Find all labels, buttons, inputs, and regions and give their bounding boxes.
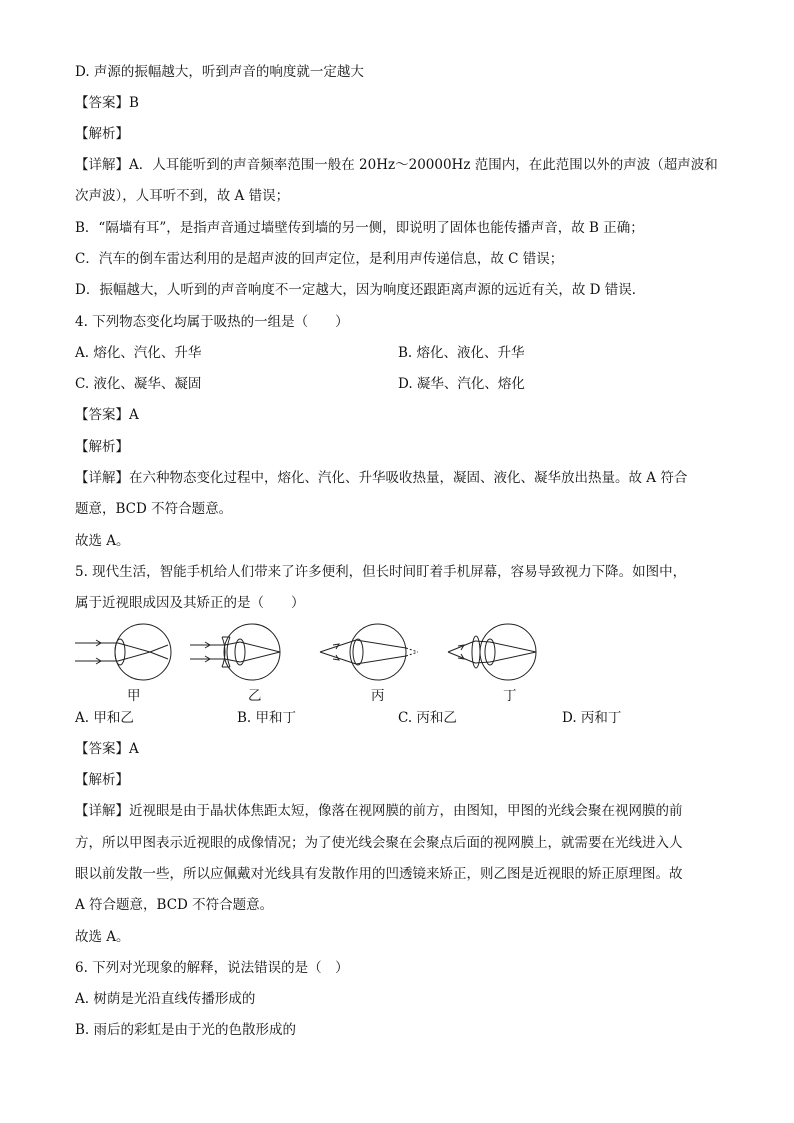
q5-option-c: C. 丙和乙 [398,710,457,726]
figure-label-yi: 乙 [248,688,262,704]
analysis-label: 【解析】 [75,126,129,142]
detail-line: A 符合题意，BCD 不符合题意。 [75,897,274,913]
q4-option-a: A. 熔化、汽化、升华 [75,345,202,361]
detail-line: 【详解】A．人耳能听到的声音频率范围一般在 20Hz～20000Hz 范围内，在此范围以外的声波（超声波和 [75,157,718,173]
detail-line: 【详解】在六种物态变化过程中，熔化、汽化、升华吸收热量，凝固、液化、凝华放出热量。故 A 符合 [75,470,688,486]
q6-option-a: A. 树荫是光沿直线传播形成的 [75,991,256,1007]
choice-line: 故选 A。 [75,929,130,945]
analysis-label: 【解析】 [75,439,129,455]
eye-diagram-yi [190,624,280,680]
detail-line: 眼以前发散一些，所以应佩戴对光线具有发散作用的凹透镜来矫正，则乙图是近视眼的矫正原理图。故 [75,866,683,882]
answer-label: 【答案】B [75,95,139,111]
eye-diagram-ding [448,624,536,680]
analysis-label: 【解析】 [75,772,129,788]
detail-line: B．“隔墙有耳”，是指声音通过墙壁传到墙的另一侧，即说明了固体也能传播声音，故 B 正确； [75,220,644,236]
detail-line: 题意，BCD 不符合题意。 [75,501,233,517]
question-5: 5. 现代生活，智能手机给人们带来了许多便利，但长时间盯着手机屏幕，容易导致视力下降。如图中， [75,564,687,580]
q5-option-b: B. 甲和丁 [237,710,297,726]
q5-option-d: D. 丙和丁 [562,710,622,726]
detail-line: 次声波），人耳听不到，故 A 错误； [75,188,290,204]
answer-label: 【答案】A [75,741,139,757]
choice-line: 故选 A。 [75,533,130,549]
eye-diagram-jia [75,624,171,680]
detail-line: D．振幅越大，人听到的声音响度不一定越大，因为响度还跟距离声源的远近有关，故 D 错误． [75,282,646,298]
answer-label: 【答案】A [75,407,139,423]
eye-diagram-bing [320,624,418,680]
q5-option-a: A. 甲和乙 [75,710,134,726]
question-6: 6. 下列对光现象的解释，说法错误的是（ ） [75,960,349,976]
option-d-text: D. 声源的振幅越大，听到声音的响度就一定越大 [75,64,364,80]
figure-label-ding: 丁 [503,688,517,704]
detail-line: 方，所以甲图表示近视眼的成像情况；为了使光线会聚在会聚点后面的视网膜上，就需要在光线进入人 [75,835,683,851]
figure-label-jia: 甲 [127,688,141,704]
question-5: 属于近视眼成因及其矫正的是（ ） [75,595,305,611]
question-4: 4. 下列物态变化均属于吸热的一组是（ ） [75,314,349,330]
detail-line: C．汽车的倒车雷达利用的是超声波的回声定位，是利用声传递信息，故 C 错误； [75,251,564,267]
figure-label-bing: 丙 [371,688,385,704]
q4-option-c: C. 液化、凝华、凝固 [75,376,202,392]
q4-option-d: D. 凝华、汽化、熔化 [398,376,525,392]
q4-option-b: B. 熔化、液化、升华 [398,345,525,361]
detail-line: 【详解】近视眼是由于晶状体焦距太短，像落在视网膜的前方，由图知，甲图的光线会聚在视网膜的前 [75,803,683,819]
q6-option-b: B. 雨后的彩虹是由于光的色散形成的 [75,1022,297,1038]
